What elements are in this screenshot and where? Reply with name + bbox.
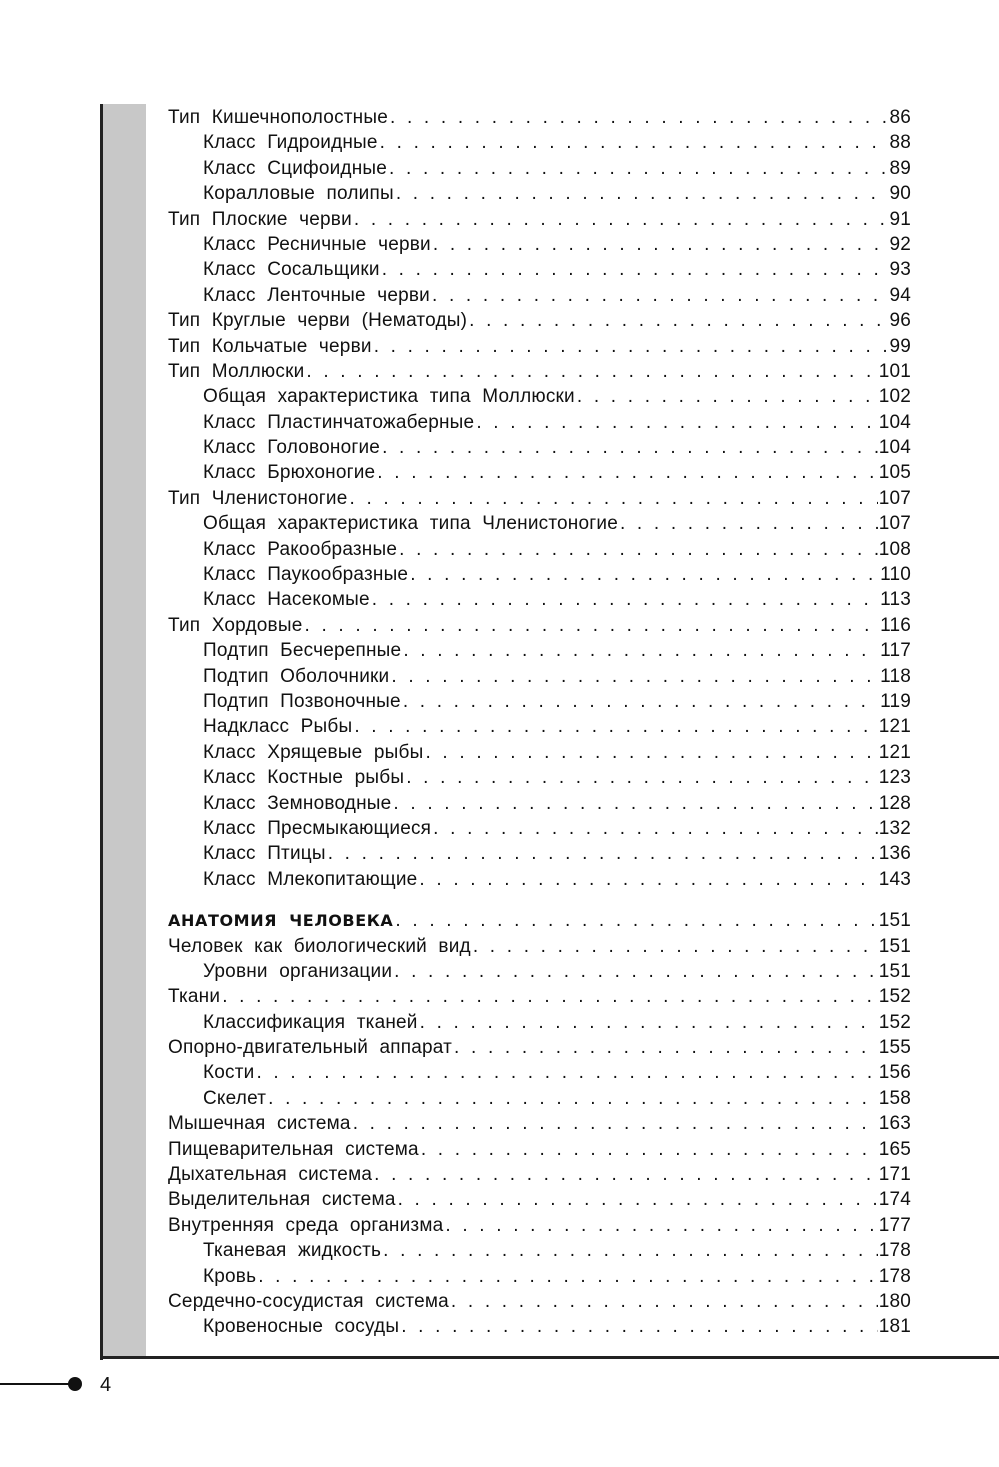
toc-entry[interactable]	[168, 181, 911, 206]
toc-entry[interactable]	[168, 908, 911, 933]
toc-entry[interactable]	[168, 283, 911, 308]
toc-dot-leader	[220, 984, 878, 1009]
toc-entry-title: Тип Кольчатые черви	[168, 335, 372, 357]
toc-dot-leader	[304, 359, 877, 384]
toc-entry[interactable]	[168, 1137, 911, 1162]
toc-entry-title: Тип Членистоногие	[168, 487, 348, 509]
toc-entry-title: Класс Паукообразные	[203, 564, 409, 586]
toc-dot-leader	[352, 714, 877, 739]
toc-entry-page: 136	[878, 843, 911, 865]
toc-entry[interactable]	[168, 410, 911, 435]
toc-entry-title: Мышечная система	[168, 1113, 351, 1135]
toc-entry-title: Класс Сосальщики	[203, 259, 380, 281]
toc-entry-page: 121	[878, 741, 911, 763]
toc-entry-page: 117	[880, 640, 911, 662]
toc-entry[interactable]	[168, 435, 911, 460]
toc-dot-leader	[352, 207, 889, 232]
toc-entry-title: Класс Млекопитающие	[203, 868, 418, 890]
toc-entry[interactable]	[168, 1264, 911, 1289]
toc-entry[interactable]	[168, 714, 911, 739]
toc-entry[interactable]	[168, 130, 911, 155]
toc-entry[interactable]	[168, 334, 911, 359]
toc-entry-title: Класс Костные рыбы	[203, 767, 405, 789]
toc-dot-leader	[401, 689, 879, 714]
toc-entry-page: 113	[880, 589, 911, 611]
toc-entry-page: 151	[878, 910, 911, 932]
toc-part-heading: АНАТОМИЯ ЧЕЛОВЕКА	[168, 911, 394, 931]
toc-entry[interactable]	[168, 511, 911, 536]
toc-entry-page: 156	[878, 1062, 911, 1084]
margin-gray-band	[103, 104, 146, 1356]
toc-entry-title: Класс Птицы	[203, 843, 326, 865]
toc-dot-leader	[348, 486, 878, 511]
toc-entry-page: 121	[878, 716, 911, 738]
toc-entry-page: 92	[889, 233, 911, 255]
toc-entry[interactable]	[168, 867, 911, 892]
toc-entry[interactable]	[168, 1187, 911, 1212]
toc-entry-page: 110	[880, 564, 911, 586]
toc-dot-leader	[372, 1162, 878, 1187]
toc-entry-page: 96	[889, 310, 911, 332]
footer-marker-line	[0, 1383, 72, 1385]
toc-entry-page: 155	[878, 1037, 911, 1059]
toc-entry-page: 94	[889, 284, 911, 306]
toc-entry-title: Класс Ракообразные	[203, 538, 398, 560]
toc-entry[interactable]	[168, 232, 911, 257]
toc-entry-title: Общая характеристика типа Членистоногие	[203, 513, 618, 535]
toc-entry[interactable]	[168, 1314, 911, 1339]
toc-dot-leader	[392, 959, 878, 984]
footer-bullet-icon	[68, 1377, 82, 1391]
toc-entry[interactable]	[168, 308, 911, 333]
toc-entry[interactable]	[168, 959, 911, 984]
toc-entry-title: Надкласс Рыбы	[203, 716, 353, 738]
toc-entry-title: Подтип Оболочники	[203, 665, 390, 687]
toc-entry-page: 132	[878, 817, 911, 839]
toc-dot-leader	[351, 1111, 878, 1136]
toc-section	[168, 105, 911, 892]
toc-entry[interactable]	[168, 841, 911, 866]
toc-dot-leader	[388, 105, 888, 130]
toc-entry-page: 102	[878, 386, 911, 408]
toc-entry-title: Класс Ленточные черви	[203, 284, 430, 306]
toc-entry-page: 119	[880, 690, 911, 712]
toc-entry-page: 88	[889, 132, 911, 154]
toc-entry[interactable]	[168, 934, 911, 959]
toc-entry-title: Класс Земноводные	[203, 792, 392, 814]
toc-entry-title: Класс Брюхоногие	[203, 462, 376, 484]
toc-entry-page: 90	[889, 183, 911, 205]
toc-entry[interactable]	[168, 460, 911, 485]
toc-dot-leader	[471, 934, 878, 959]
toc-entry[interactable]	[168, 816, 911, 841]
toc-entry-page: 108	[878, 538, 911, 560]
toc-entry-title: Подтип Бесчерепные	[203, 640, 402, 662]
toc-entry-title: Выделительная система	[168, 1189, 396, 1211]
toc-entry-page: 99	[889, 335, 911, 357]
toc-entry-page: 151	[878, 935, 911, 957]
toc-entry-title: Человек как биологический вид	[168, 935, 471, 957]
toc-entry-page: 151	[878, 960, 911, 982]
toc-entry[interactable]	[168, 105, 911, 130]
toc-entry[interactable]	[168, 1162, 911, 1187]
toc-dot-leader	[452, 1035, 878, 1060]
toc-entry-page: 178	[878, 1240, 911, 1262]
toc-dot-leader	[266, 1086, 878, 1111]
toc-entry-title: Уровни организации	[203, 960, 393, 982]
toc-dot-leader	[431, 232, 889, 257]
toc-entry[interactable]	[168, 1111, 911, 1136]
toc-entry-page: 93	[889, 259, 911, 281]
toc-entry[interactable]	[168, 207, 911, 232]
toc-entry-title: Кости	[203, 1062, 255, 1084]
toc-entry-page: 118	[880, 665, 911, 687]
toc-entry-title: Тип Кишечнополостные	[168, 107, 388, 128]
toc-entry-title: Кровеносные сосуды	[203, 1316, 400, 1338]
toc-dot-leader	[391, 791, 877, 816]
toc-entry-title: Дыхательная система	[168, 1164, 373, 1186]
toc-dot-leader	[430, 283, 888, 308]
toc-dot-leader	[394, 181, 889, 206]
toc-dot-leader	[396, 1187, 878, 1212]
toc-dot-leader	[375, 460, 877, 485]
toc-entry-page: 104	[878, 411, 911, 433]
toc-dot-leader	[401, 638, 879, 663]
toc-entry[interactable]	[168, 1060, 911, 1085]
toc-entry[interactable]	[168, 765, 911, 790]
toc-entry-title: Тип Плоские черви	[168, 208, 352, 230]
toc-dot-leader	[389, 664, 879, 689]
toc-entry-title: Тип Моллюски	[168, 360, 305, 382]
page-number: 4	[100, 1374, 112, 1396]
toc-dot-leader	[417, 867, 877, 892]
toc-dot-leader	[372, 334, 889, 359]
toc-entry-page: 177	[878, 1214, 911, 1236]
toc-entry[interactable]	[168, 359, 911, 384]
toc-dot-leader	[387, 156, 888, 181]
toc-entry-page: 104	[878, 437, 911, 459]
toc-entry-page: 105	[878, 462, 911, 484]
toc-entry[interactable]	[168, 384, 911, 409]
toc-dot-leader	[408, 562, 879, 587]
toc-entry[interactable]	[168, 1213, 911, 1238]
toc-dot-leader	[575, 384, 878, 409]
toc-entry-page: 163	[878, 1113, 911, 1135]
toc-dot-leader	[443, 1213, 877, 1238]
toc-dot-leader	[326, 841, 878, 866]
toc-entry-title: Класс Гидроидные	[203, 132, 378, 154]
toc-entry-page: 158	[878, 1087, 911, 1109]
toc-entry[interactable]	[168, 638, 911, 663]
toc-dot-leader	[380, 435, 878, 460]
toc-entry-title: Общая характеристика типа Моллюски	[203, 386, 575, 408]
toc-entry-page: 116	[880, 614, 911, 636]
toc-entry-title: Коралловые полипы	[203, 183, 394, 205]
toc-dot-leader	[474, 410, 877, 435]
toc-entry[interactable]	[168, 613, 911, 638]
toc-entry-title: Тип Хордовые	[168, 614, 303, 636]
toc-dot-leader	[380, 257, 889, 282]
toc-entry-page: 171	[878, 1164, 911, 1186]
toc-entry[interactable]	[168, 1086, 911, 1111]
toc-entry-page: 165	[878, 1138, 911, 1160]
toc-entry[interactable]	[168, 486, 911, 511]
toc-entry[interactable]	[168, 984, 911, 1009]
toc-entry-page: 128	[878, 792, 911, 814]
toc-entry[interactable]	[168, 740, 911, 765]
toc-entry-page: 174	[878, 1189, 911, 1211]
toc-entry[interactable]	[168, 587, 911, 612]
toc-entry[interactable]	[168, 156, 911, 181]
toc-entry-page: 180	[878, 1290, 911, 1312]
toc-entry[interactable]	[168, 664, 911, 689]
toc-dot-leader	[399, 1314, 877, 1339]
toc-dot-leader	[302, 613, 879, 638]
toc-dot-leader	[378, 130, 889, 155]
toc-entry-title: Пищеварительная система	[168, 1138, 419, 1160]
toc-entry-title: Класс Головоногие	[203, 437, 381, 459]
toc-dot-leader	[431, 816, 878, 841]
toc-dot-leader	[393, 908, 877, 933]
toc-entry-page: 107	[878, 487, 911, 509]
toc-entry[interactable]	[168, 562, 911, 587]
toc-entry-page: 91	[889, 208, 911, 230]
toc-entry-page: 101	[878, 360, 911, 382]
toc-entry-title: Класс Сцифоидные	[203, 157, 388, 179]
toc-dot-leader	[423, 740, 877, 765]
bottom-rule	[100, 1356, 999, 1359]
toc-entry-title: Ткани	[168, 986, 221, 1008]
toc-entry[interactable]	[168, 1238, 911, 1263]
toc-dot-leader	[404, 765, 877, 790]
toc-entry-title: Кровь	[203, 1265, 257, 1287]
toc-dot-leader	[256, 1264, 877, 1289]
toc-dot-leader	[381, 1238, 878, 1263]
toc-entry[interactable]	[168, 1035, 911, 1060]
toc-entry-title: Внутренняя среда организма	[168, 1214, 444, 1236]
toc-dot-leader	[254, 1060, 877, 1085]
toc-entry-page: 181	[878, 1316, 911, 1338]
toc-entry-page: 152	[878, 1011, 911, 1033]
toc-dot-leader	[618, 511, 878, 536]
toc-entry-page: 178	[878, 1265, 911, 1287]
toc-entry-page: 143	[878, 868, 911, 890]
toc-entry[interactable]	[168, 689, 911, 714]
toc-entry-page: 107	[878, 513, 911, 535]
toc-entry-title: Класс Хрящевые рыбы	[203, 741, 424, 763]
toc-entry[interactable]	[168, 1010, 911, 1035]
toc-entry[interactable]	[168, 791, 911, 816]
toc-entry-title: Опорно-двигательный аппарат	[168, 1037, 453, 1059]
toc-entry-title: Скелет	[203, 1087, 267, 1109]
toc-entry-page: 123	[878, 767, 911, 789]
toc-entry-title: Классификация тканей	[203, 1011, 418, 1033]
toc-dot-leader	[397, 537, 878, 562]
toc-entry-title: Сердечно-сосудистая система	[168, 1290, 449, 1312]
table-of-contents	[168, 105, 911, 1340]
toc-dot-leader	[467, 308, 888, 333]
toc-entry-page: 86	[889, 107, 911, 128]
toc-section	[168, 908, 911, 1340]
toc-entry-title: Подтип Позвоночные	[203, 690, 401, 712]
toc-entry[interactable]	[168, 257, 911, 282]
toc-entry-page: 152	[878, 986, 911, 1008]
toc-entry[interactable]	[168, 537, 911, 562]
toc-entry-title: Класс Пластинчатожаберные	[203, 411, 475, 433]
toc-dot-leader	[370, 587, 879, 612]
toc-entry-title: Тип Круглые черви (Нематоды)	[168, 310, 468, 332]
toc-dot-leader	[418, 1010, 878, 1035]
toc-entry[interactable]	[168, 1289, 911, 1314]
toc-entry-page: 89	[889, 157, 911, 179]
toc-entry-title: Класс Пресмыкающиеся	[203, 817, 432, 839]
toc-entry-title: Класс Насекомые	[203, 589, 370, 611]
toc-dot-leader	[419, 1137, 878, 1162]
toc-entry-title: Тканевая жидкость	[203, 1240, 382, 1262]
toc-dot-leader	[449, 1289, 878, 1314]
toc-entry-title: Класс Ресничные черви	[203, 233, 431, 255]
